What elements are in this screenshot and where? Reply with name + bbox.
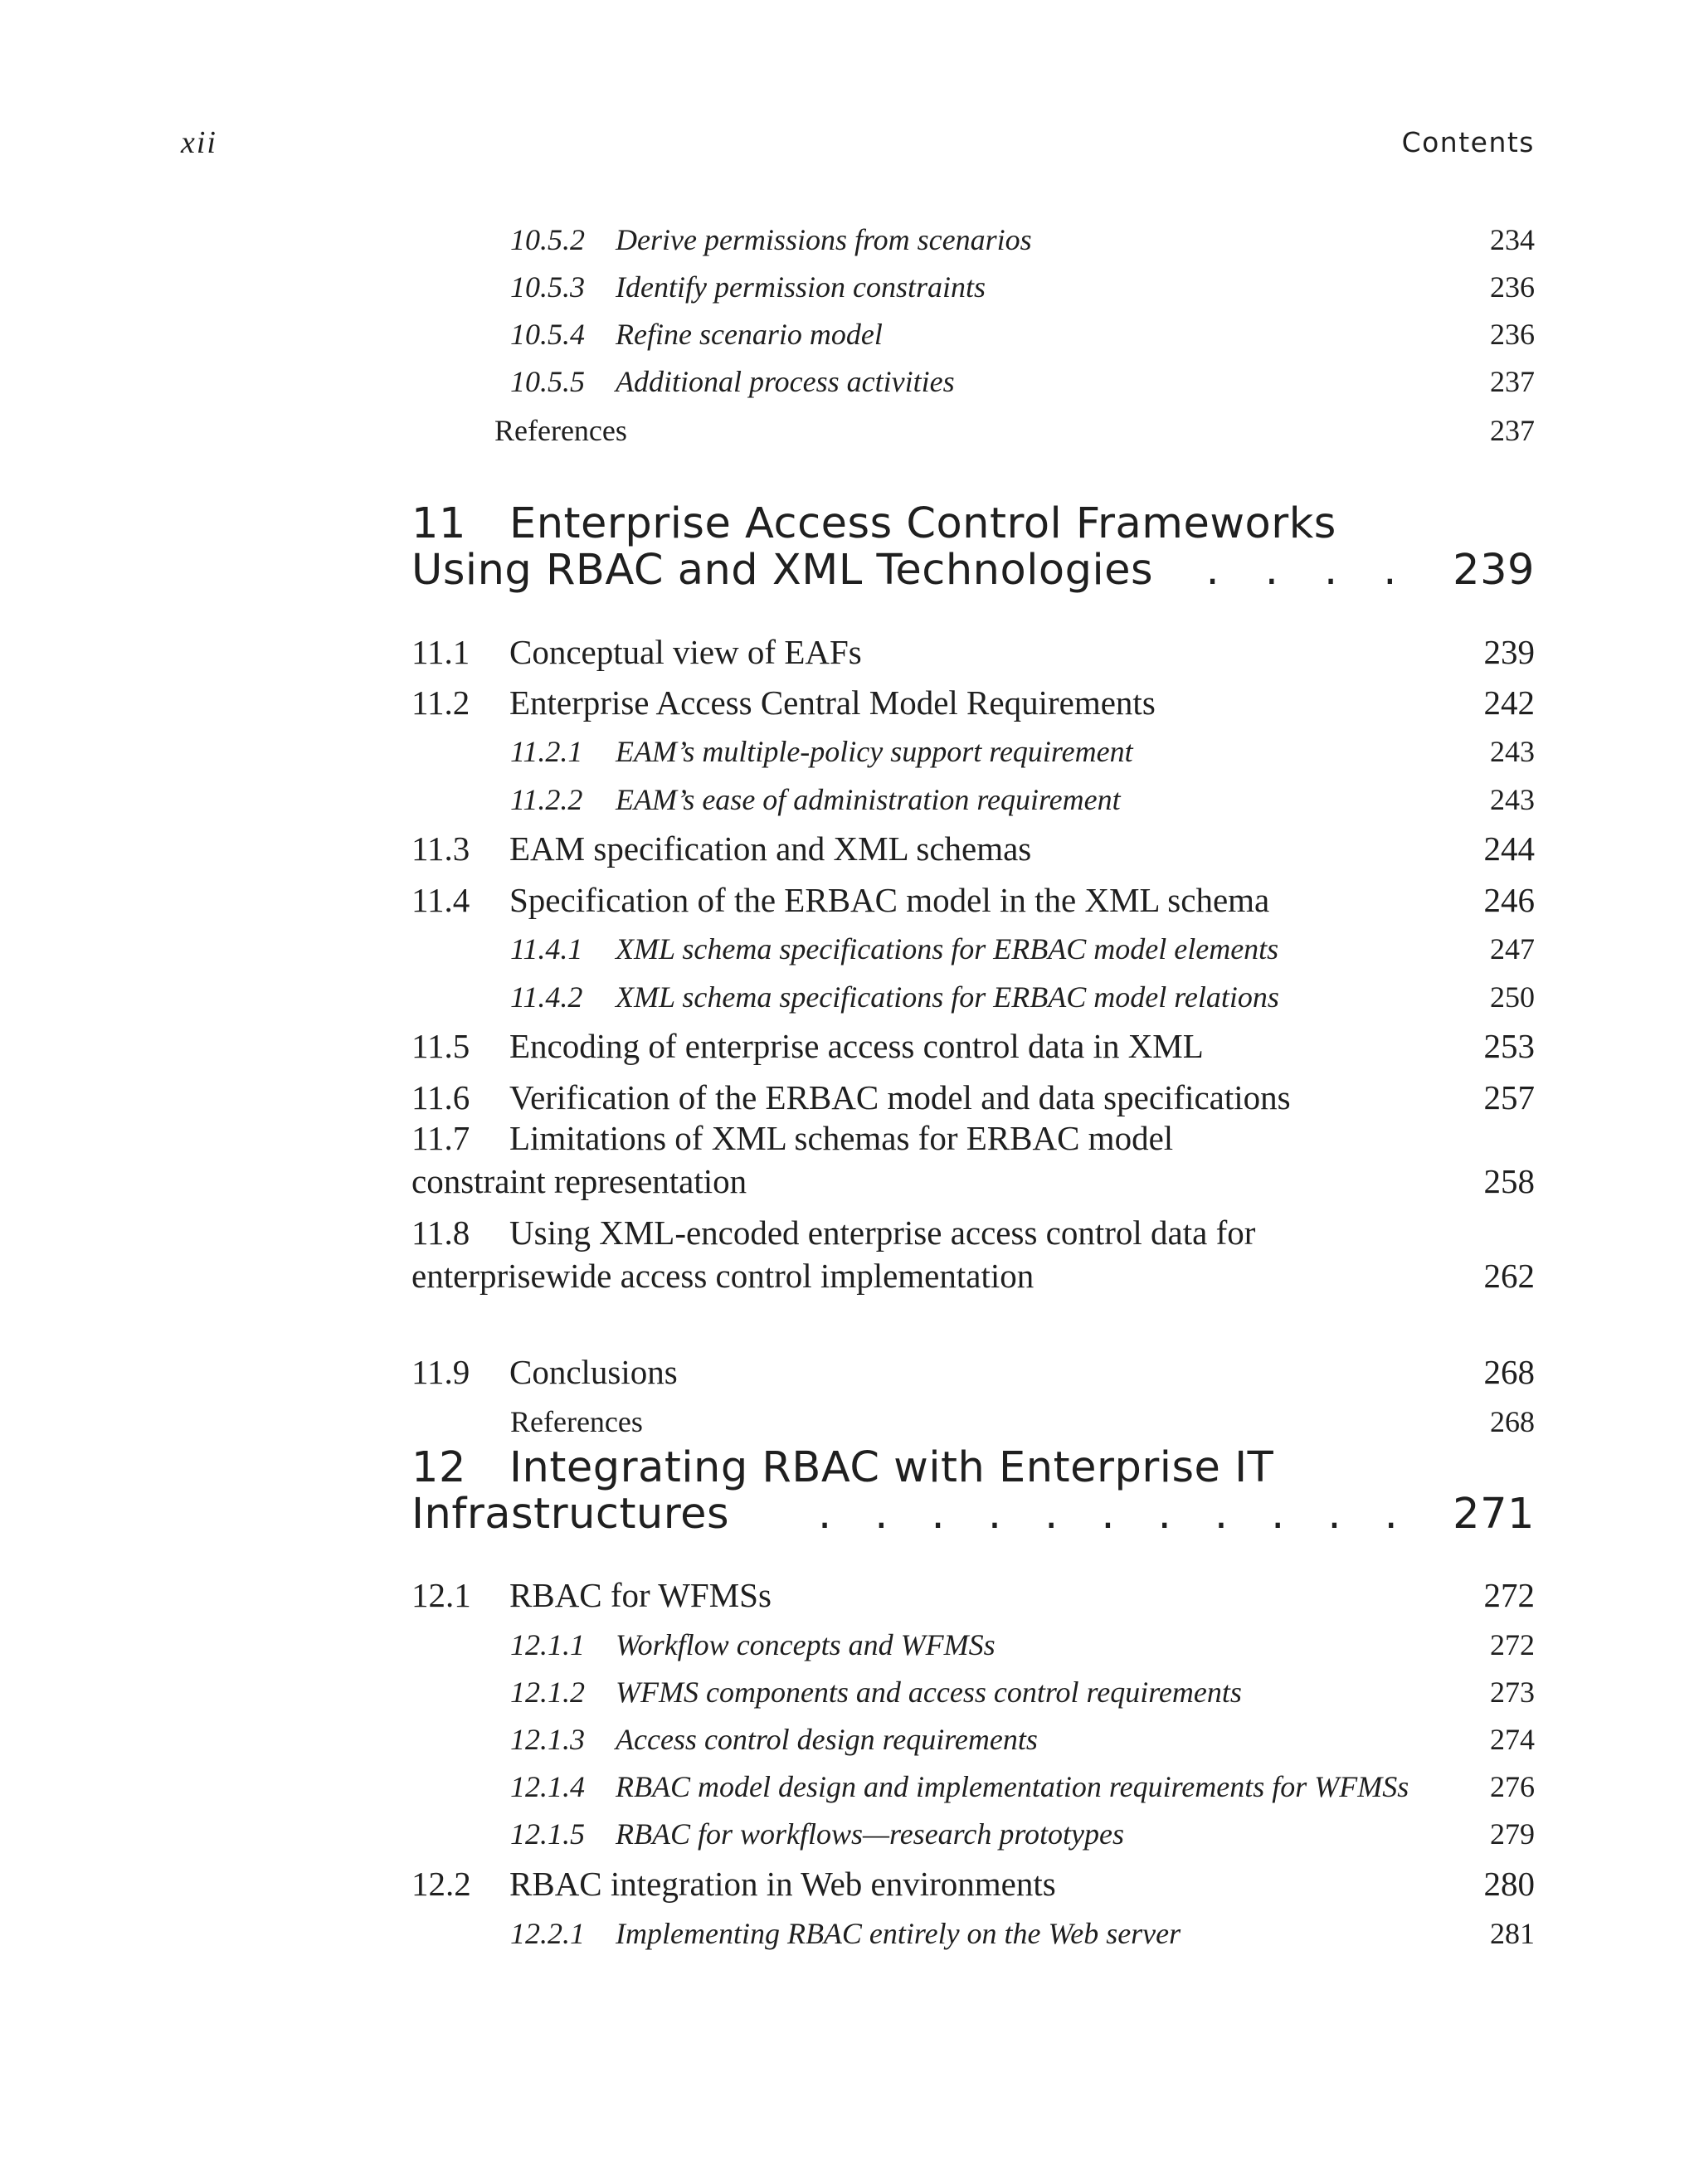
leader-dot: . bbox=[1327, 1490, 1341, 1539]
page-number: 272 bbox=[1490, 1628, 1535, 1661]
toc-subsection[interactable] bbox=[0, 1612, 1535, 1662]
section-number: 11.6 bbox=[411, 1078, 470, 1116]
subsection-number: 12.1.3 bbox=[510, 1723, 585, 1756]
toc-subsection[interactable] bbox=[0, 767, 1535, 817]
subsection-title: RBAC model design and implementation requirements for WFMSs bbox=[616, 1770, 1409, 1803]
page-number: 281 bbox=[1490, 1917, 1535, 1950]
page-number: 237 bbox=[1490, 414, 1535, 447]
leader-dot: . bbox=[1383, 546, 1397, 595]
section-title-line2: enterprisewide access control implementation bbox=[411, 1257, 1034, 1295]
chapter-12-heading[interactable] bbox=[411, 1445, 1535, 1538]
page-number: 250 bbox=[1490, 980, 1535, 1014]
page-number: 268 bbox=[1490, 1405, 1535, 1438]
dot-leader bbox=[1183, 547, 1419, 594]
subsection-number: 12.1.2 bbox=[510, 1676, 585, 1709]
leader-dot: . bbox=[987, 1490, 1002, 1539]
subsection-title: Workflow concepts and WFMSs bbox=[616, 1628, 996, 1661]
section-number: 11.7 bbox=[411, 1119, 470, 1157]
subsection-number: 12.1.5 bbox=[510, 1817, 585, 1851]
section-number: 11.3 bbox=[411, 829, 470, 868]
toc-section[interactable] bbox=[0, 673, 1535, 722]
section-title: RBAC integration in Web environments bbox=[509, 1865, 1056, 1903]
references-title: References bbox=[510, 1405, 643, 1438]
page-number: 234 bbox=[1490, 223, 1535, 256]
toc-section[interactable] bbox=[0, 1068, 1535, 1117]
page-number: 273 bbox=[1490, 1676, 1535, 1709]
section-number: 11.1 bbox=[411, 633, 470, 671]
chapter-page-number: 239 bbox=[1453, 546, 1535, 595]
toc-subsection[interactable] bbox=[0, 207, 1535, 257]
subsection-title: Additional process activities bbox=[616, 365, 955, 398]
subsection-title: XML schema specifications for ERBAC model relations bbox=[616, 980, 1279, 1014]
section-number: 11.4 bbox=[411, 881, 470, 919]
page-number: 239 bbox=[1483, 633, 1535, 671]
chapter-title-line1: Enterprise Access Control Frameworks bbox=[509, 499, 1336, 548]
section-number: 11.9 bbox=[411, 1353, 470, 1391]
page-number: 280 bbox=[1483, 1865, 1535, 1903]
toc-section[interactable] bbox=[0, 1342, 1535, 1392]
leader-dot: . bbox=[1264, 546, 1278, 595]
section-title: EAM specification and XML schemas bbox=[509, 829, 1032, 868]
section-title: Verification of the ERBAC model and data specifications bbox=[509, 1078, 1291, 1116]
subsection-number: 10.5.2 bbox=[510, 223, 585, 256]
section-number: 11.2 bbox=[411, 683, 470, 722]
page-number: 262 bbox=[1483, 1257, 1535, 1295]
toc-subsection[interactable] bbox=[0, 719, 1535, 769]
section-title-line2: constraint representation bbox=[411, 1162, 747, 1200]
leader-dot: . bbox=[931, 1490, 945, 1539]
section-title: Specification of the ERBAC model in the XML schema bbox=[509, 881, 1270, 919]
leader-dot: . bbox=[1271, 1490, 1285, 1539]
subsection-title: Identify permission constraints bbox=[616, 270, 986, 304]
page-number: 246 bbox=[1483, 881, 1535, 919]
page-number: 274 bbox=[1490, 1723, 1535, 1756]
running-title: Contents bbox=[1401, 126, 1535, 158]
chapter-page-number: 271 bbox=[1453, 1490, 1535, 1539]
toc-section[interactable] bbox=[0, 1854, 1535, 1904]
chapter-number: 11 bbox=[411, 499, 466, 548]
page-number: 276 bbox=[1490, 1770, 1535, 1803]
toc-subsection[interactable] bbox=[0, 1754, 1535, 1804]
subsection-number: 12.1.4 bbox=[510, 1770, 585, 1803]
leader-dot: . bbox=[1384, 1490, 1398, 1539]
leader-dot: . bbox=[1205, 546, 1219, 595]
leader-dot: . bbox=[1101, 1490, 1115, 1539]
toc-references[interactable] bbox=[0, 1389, 1535, 1439]
page-number: 253 bbox=[1483, 1027, 1535, 1065]
page-number: 258 bbox=[1483, 1162, 1535, 1200]
page-number: 242 bbox=[1483, 683, 1535, 722]
page-number: 279 bbox=[1490, 1817, 1535, 1851]
section-number: 12.2 bbox=[411, 1865, 471, 1903]
subsection-number: 11.2.1 bbox=[510, 735, 583, 768]
subsection-title: Access control design requirements bbox=[616, 1723, 1038, 1756]
section-title-line1: Using XML-encoded enterprise access control data for bbox=[509, 1214, 1256, 1252]
subsection-number: 10.5.4 bbox=[510, 318, 585, 351]
subsection-number: 10.5.5 bbox=[510, 365, 585, 398]
toc-subsection[interactable] bbox=[0, 349, 1535, 399]
page-folio: xii bbox=[181, 125, 217, 160]
chapter-number: 12 bbox=[411, 1443, 466, 1492]
chapter-title-line2: Infrastructures bbox=[411, 1490, 730, 1539]
subsection-title: EAM’s multiple-policy support requirement bbox=[616, 735, 1133, 768]
leader-dot: . bbox=[1324, 546, 1338, 595]
dot-leader bbox=[796, 1491, 1419, 1538]
subsection-number: 10.5.3 bbox=[510, 270, 585, 304]
toc-subsection[interactable] bbox=[0, 917, 1535, 966]
toc-subsection[interactable] bbox=[0, 1802, 1535, 1851]
page-number: 243 bbox=[1490, 783, 1535, 816]
page-number: 236 bbox=[1490, 318, 1535, 351]
chapter-11-heading[interactable] bbox=[411, 501, 1535, 594]
page-number: 272 bbox=[1483, 1576, 1535, 1614]
leader-dot: . bbox=[874, 1490, 888, 1539]
page-number: 257 bbox=[1483, 1078, 1535, 1116]
leader-dot: . bbox=[1157, 1490, 1171, 1539]
subsection-title: EAM’s ease of administration requirement bbox=[616, 783, 1121, 816]
toc-section-multiline[interactable] bbox=[411, 1211, 1535, 1297]
section-title-line1: Limitations of XML schemas for ERBAC model bbox=[509, 1119, 1174, 1157]
subsection-number: 12.2.1 bbox=[510, 1917, 585, 1950]
toc-subsection[interactable] bbox=[0, 255, 1535, 304]
toc-section[interactable] bbox=[0, 819, 1535, 868]
section-title: RBAC for WFMSs bbox=[509, 1576, 772, 1614]
subsection-title: Implementing RBAC entirely on the Web server bbox=[616, 1917, 1181, 1950]
page-number: 243 bbox=[1490, 735, 1535, 768]
section-number: 11.8 bbox=[411, 1214, 470, 1252]
chapter-title-line1: Integrating RBAC with Enterprise IT bbox=[509, 1443, 1274, 1492]
section-title: Encoding of enterprise access control data in XML bbox=[509, 1027, 1204, 1065]
section-title: Enterprise Access Central Model Requirements bbox=[509, 683, 1156, 722]
toc-section[interactable] bbox=[0, 1016, 1535, 1066]
page-number: 247 bbox=[1490, 932, 1535, 966]
toc-section[interactable] bbox=[0, 622, 1535, 672]
leader-dot: . bbox=[1214, 1490, 1229, 1539]
subsection-number: 11.4.1 bbox=[510, 932, 583, 966]
leader-dot: . bbox=[818, 1490, 832, 1539]
subsection-title: Derive permissions from scenarios bbox=[616, 223, 1032, 256]
toc-section[interactable] bbox=[0, 870, 1535, 920]
subsection-number: 12.1.1 bbox=[510, 1628, 585, 1661]
toc-subsection[interactable] bbox=[0, 965, 1535, 1014]
section-title: Conclusions bbox=[509, 1353, 678, 1391]
toc-subsection[interactable] bbox=[0, 302, 1535, 352]
subsection-title: Refine scenario model bbox=[616, 318, 883, 351]
toc-subsection[interactable] bbox=[0, 1707, 1535, 1757]
section-number: 12.1 bbox=[411, 1576, 471, 1614]
references-title: References bbox=[494, 414, 627, 447]
subsection-title: RBAC for workflows—research prototypes bbox=[616, 1817, 1124, 1851]
toc-references[interactable] bbox=[0, 398, 1535, 448]
section-title: Conceptual view of EAFs bbox=[509, 633, 862, 671]
section-number: 11.5 bbox=[411, 1027, 470, 1065]
subsection-title: XML schema specifications for ERBAC model elements bbox=[616, 932, 1279, 966]
subsection-title: WFMS components and access control requirements bbox=[616, 1676, 1242, 1709]
subsection-number: 11.4.2 bbox=[510, 980, 583, 1014]
subsection-number: 11.2.2 bbox=[510, 783, 583, 816]
chapter-title-line2: Using RBAC and XML Technologies bbox=[411, 546, 1154, 595]
page-number: 237 bbox=[1490, 365, 1535, 398]
page-number: 244 bbox=[1483, 829, 1535, 868]
toc-subsection[interactable] bbox=[0, 1660, 1535, 1710]
leader-dot: . bbox=[1044, 1490, 1059, 1539]
page-number: 268 bbox=[1483, 1353, 1535, 1391]
toc-section[interactable] bbox=[0, 1565, 1535, 1615]
toc-subsection[interactable] bbox=[0, 1901, 1535, 1951]
page-number: 236 bbox=[1490, 270, 1535, 304]
toc-section-multiline[interactable] bbox=[411, 1116, 1535, 1203]
